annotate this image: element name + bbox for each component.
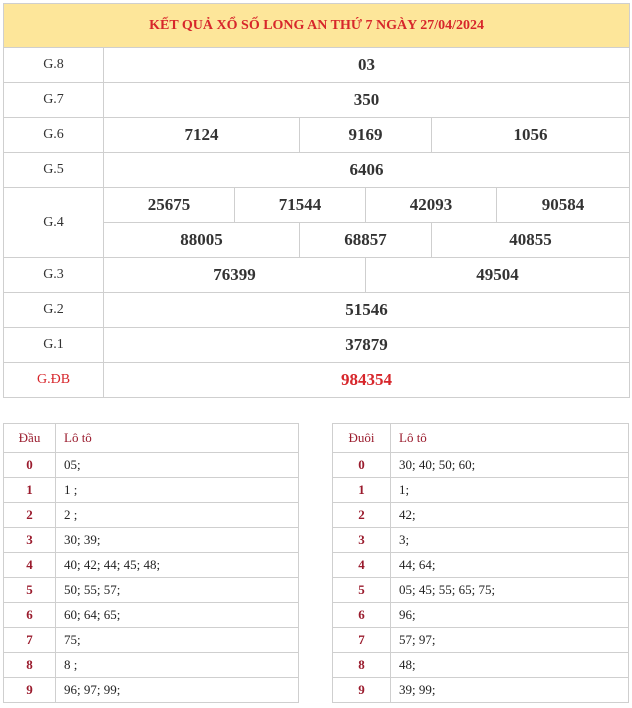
prize-row-g3	[4, 258, 630, 293]
prize-number: 1056	[432, 118, 630, 153]
results-title: KẾT QUẢ XỔ SỐ LONG AN THỨ 7 NGÀY 27/04/2024	[4, 4, 630, 48]
prize-number: 71544	[235, 188, 366, 223]
loto-head-table	[3, 423, 299, 703]
prize-number: 42093	[366, 188, 497, 223]
table-row	[4, 628, 299, 653]
loto-values: 30; 40; 50; 60;	[391, 453, 629, 478]
prize-number: 03	[104, 48, 630, 83]
loto-values: 39; 99;	[391, 678, 629, 703]
prize-label: G.2	[4, 293, 104, 328]
table-row	[4, 453, 299, 478]
prize-label: G.1	[4, 328, 104, 363]
prize-label: G.7	[4, 83, 104, 118]
prize-row-g7	[4, 83, 630, 118]
loto-head-val-header: Lô tô	[56, 424, 299, 453]
prize-number: 40855	[432, 223, 630, 258]
loto-key: 5	[4, 578, 56, 603]
loto-values: 8 ;	[56, 653, 299, 678]
prize-label: G.6	[4, 118, 104, 153]
loto-values: 48;	[391, 653, 629, 678]
loto-values: 57; 97;	[391, 628, 629, 653]
prize-label: G.3	[4, 258, 104, 293]
loto-values: 60; 64; 65;	[56, 603, 299, 628]
prize-row-g1	[4, 328, 630, 363]
loto-values: 42;	[391, 503, 629, 528]
loto-key: 8	[333, 653, 391, 678]
loto-key: 0	[333, 453, 391, 478]
prize-number: 76399	[104, 258, 366, 293]
table-row	[333, 628, 629, 653]
loto-key: 1	[4, 478, 56, 503]
prize-row-g2	[4, 293, 630, 328]
results-table	[3, 3, 630, 398]
prize-row-g4	[4, 188, 630, 223]
loto-key: 5	[333, 578, 391, 603]
loto-key: 3	[4, 528, 56, 553]
prize-row-g5	[4, 153, 630, 188]
table-row	[333, 453, 629, 478]
loto-key: 1	[333, 478, 391, 503]
loto-values: 2 ;	[56, 503, 299, 528]
loto-head-key-header: Đầu	[4, 424, 56, 453]
loto-values: 40; 42; 44; 45; 48;	[56, 553, 299, 578]
loto-key: 4	[4, 553, 56, 578]
special-prize-label: G.ĐB	[4, 363, 104, 398]
loto-values: 50; 55; 57;	[56, 578, 299, 603]
prize-number: 49504	[366, 258, 630, 293]
loto-values: 05;	[56, 453, 299, 478]
table-row	[4, 503, 299, 528]
loto-key: 7	[4, 628, 56, 653]
prize-row-gdb	[4, 363, 630, 398]
table-row	[333, 678, 629, 703]
loto-tail-table	[332, 423, 629, 703]
prize-label: G.5	[4, 153, 104, 188]
table-row	[4, 653, 299, 678]
loto-key: 2	[333, 503, 391, 528]
table-row	[4, 603, 299, 628]
loto-key: 7	[333, 628, 391, 653]
loto-key: 0	[4, 453, 56, 478]
prize-number: 6406	[104, 153, 630, 188]
prize-label: G.4	[4, 188, 104, 258]
loto-tail-val-header: Lô tô	[391, 424, 629, 453]
prize-row-g6	[4, 118, 630, 153]
prize-number: 51546	[104, 293, 630, 328]
table-row	[333, 653, 629, 678]
special-prize-number: 984354	[104, 363, 630, 398]
loto-key: 9	[4, 678, 56, 703]
table-row	[333, 478, 629, 503]
prize-number: 9169	[300, 118, 432, 153]
table-row	[333, 603, 629, 628]
prize-number: 68857	[300, 223, 432, 258]
loto-values: 30; 39;	[56, 528, 299, 553]
prize-number: 25675	[104, 188, 235, 223]
prize-row-g8	[4, 48, 630, 83]
loto-values: 96; 97; 99;	[56, 678, 299, 703]
table-row	[333, 578, 629, 603]
loto-values: 1;	[391, 478, 629, 503]
loto-values: 1 ;	[56, 478, 299, 503]
prize-number: 90584	[497, 188, 630, 223]
loto-values: 3;	[391, 528, 629, 553]
prize-label: G.8	[4, 48, 104, 83]
prize-number: 37879	[104, 328, 630, 363]
prize-number: 88005	[104, 223, 300, 258]
table-row	[333, 503, 629, 528]
loto-key: 2	[4, 503, 56, 528]
loto-values: 96;	[391, 603, 629, 628]
loto-key: 6	[333, 603, 391, 628]
loto-values: 44; 64;	[391, 553, 629, 578]
loto-key: 3	[333, 528, 391, 553]
table-row	[4, 678, 299, 703]
table-row	[333, 553, 629, 578]
loto-key: 4	[333, 553, 391, 578]
table-row	[4, 528, 299, 553]
loto-key: 6	[4, 603, 56, 628]
prize-number: 350	[104, 83, 630, 118]
table-row	[4, 478, 299, 503]
loto-values: 75;	[56, 628, 299, 653]
table-row	[4, 578, 299, 603]
loto-tail-key-header: Đuôi	[333, 424, 391, 453]
loto-key: 8	[4, 653, 56, 678]
table-row	[333, 528, 629, 553]
prize-number: 7124	[104, 118, 300, 153]
table-row	[4, 553, 299, 578]
loto-key: 9	[333, 678, 391, 703]
loto-values: 05; 45; 55; 65; 75;	[391, 578, 629, 603]
